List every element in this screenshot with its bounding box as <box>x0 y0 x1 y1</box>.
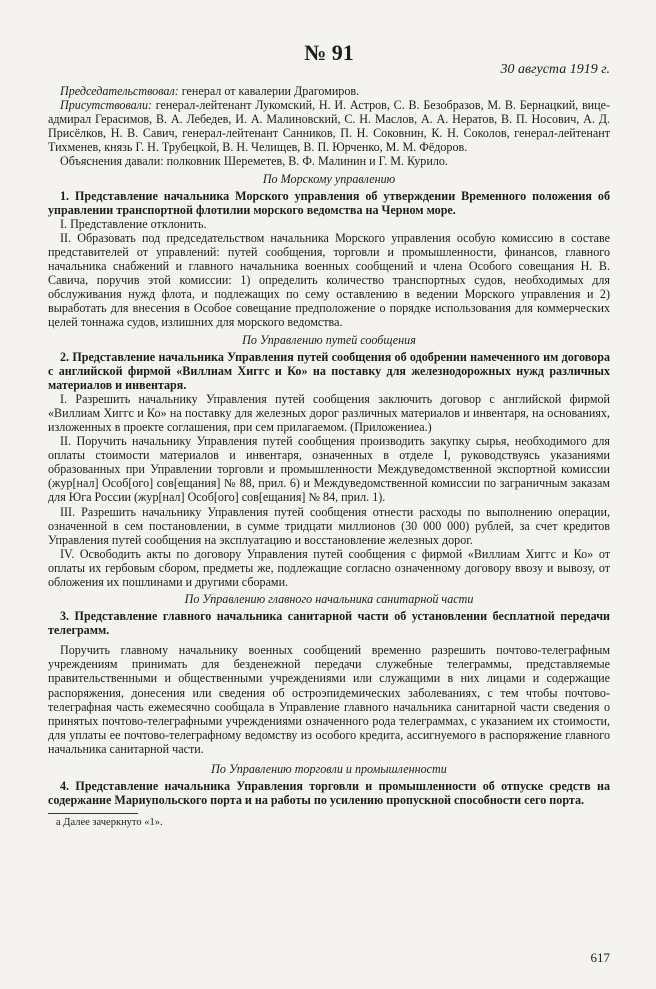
item-title-2: 2. Представление начальника Управления путей сообщения об одобрении намеченного им договора с английской фирмой «Виллиам Хиггс и Ко» на поставку для железнодорожных нужд различных материалов и инвентаря. <box>48 349 610 392</box>
chair-label: Председательствовал: <box>60 84 179 98</box>
section-heading-trade: По Управлению торговли и промышленности <box>211 762 447 777</box>
chair-text: генерал от кавалерии Драгомиров. <box>178 84 360 98</box>
explanations-line: Объяснения давали: полковник Шереметев, В. Ф. Малинин и Г. М. Курило. <box>60 154 448 169</box>
item-2-paragraph-1: I. Разрешить начальнику Управления путей сообщения заключить договор с английской фирмой «Виллиам Хиггс и Ко» на поставку для железных дорог различных материалов и инвентаря, на основаниях, изложенных в проекте соглашения, при сем прилагаемом. (Приложениеа.) <box>48 391 610 434</box>
section-heading-naval: По Морскому управлению <box>262 171 396 186</box>
item-1-paragraph-1: I. Представление отклонить. <box>60 216 207 231</box>
present-line <box>48 98 610 154</box>
present-label: Присутствовали: <box>60 98 153 113</box>
section-heading-railways: По Управлению путей сообщения <box>242 332 416 347</box>
item-2-paragraph-4: IV. Освободить акты по договору Управления путей сообщения с фирмой «Виллиам Хиггс и Ко» от оплаты их гербовым сбором, предметы же, подлежащие согласно означенному договору ввозу и вывозу, от обложения их пошлинами и другими сборами. <box>48 546 610 589</box>
item-2-paragraph-3: III. Разрешить начальнику Управления путей сообщения отнести расходы по выполнению операции, означенной в сем постановлении, в сумме тридцати миллионов (30 000 000) рублей, за счет кредитов Управления путей сообщения на эксплуатацию и восстановление железных дорог. <box>48 504 610 547</box>
present-text: генерал-лейтенант Лукомский, Н. И. Астров, С. В. Безобразов, М. В. Бернацкий, вице-адмирал Герасимов, В. А. Лебедев, И. А. Малиновский, С. Н. Маслов, А. А. Нератов, В. П. Носович, А. Д. Присёлков, Н. В. Савич, генерал-лейтенант Санников, П. Н. Соковнин, К. Н. Соколов, генерал-лейтенант Тихменев, князь Г. Н. Трубецкой, В. Н. Челищев, В. П. Юрченко, М. М. Фёдоров. <box>48 98 610 155</box>
item-2-paragraph-2: II. Поручить начальнику Управления путей сообщения производить закупку сырья, необходимого для оплаты стоимости материалов и инвентаря, означенных в отделе I, руководствуясь указаниями образованных при Управлении торговли и промышленности Междуведомственной экспортной комиссии (жур[нал] Особ[ого] сов[ещания] № 88, прил. 6) и Междуведомственной комиссии по заграничным заказам для Юга России (жур[нал] Особ[ого] сов[ещания] № 84, прил. 1). <box>48 434 610 505</box>
item-title-3: 3. Представление главного начальника санитарной части об установлении бесплатной передачи телеграмм. <box>48 609 610 638</box>
document-number: № 91 <box>304 40 354 65</box>
document-date: 30 августа 1919 г. <box>500 62 610 77</box>
item-3-paragraph-1: Поручить главному начальнику военных сообщений временно разрешить почтово-телеграфным учреждениям принимать для безденежной передачи служебные телеграммы, представляемые правительственными и общественными учреждениями или служащими в них лицами и содержащие распоряжения, донесения или сведения об остроэпидемических заболеваниях, с тем чтобы почтово-телеграфная часть ежемесячно сообщала в Управление главного начальника санитарной части сведения о принятых почтово-телеграфными учреждениями означенного рода телеграммах, с указанием их стоимости, для уплаты ее почтово-телеграфному ведомству из особого кредита, ассигнуемого в распоряжение главного начальника санитарной части. <box>48 643 610 756</box>
section-heading-sanitary: По Управлению главного начальника санитарной части <box>184 592 474 607</box>
footnote-divider <box>48 813 138 814</box>
document-page <box>48 40 610 829</box>
item-title-4: 4. Представление начальника Управления торговли и промышленности об отпуске средств на содержание Мариупольского порта и на работы по усилению пропускной способности сего порта. <box>48 779 610 808</box>
chair-line <box>48 84 610 98</box>
footnote: а Далее зачеркнуто «1». <box>56 817 163 829</box>
page-number: 617 <box>590 950 610 965</box>
item-1-paragraph-2: II. Образовать под председательством начальника Морского управления особую комиссию в составе представителей от управлений: путей сообщения, торговли и промышленности, финансов, главного начальника снабжений и главного начальника военных сообщений и члена Особого совещания Н. В. Савича, поручив этой комиссии: 1) определить количество транспортных судов, необходимых для обслуживания нужд флота, и подлежащих по сему оставлению в ведении Морского управления и 2) выработать для внесения в Особое совещание предположение о порядке использования для коммерческих целей тоннажа судов, излишних для морского ведомства. <box>48 230 610 330</box>
item-title-1: 1. Представление начальника Морского управления об утверждении Временного положения об управлении транспортной флотилии морского ведомства на Черном море. <box>48 188 610 217</box>
